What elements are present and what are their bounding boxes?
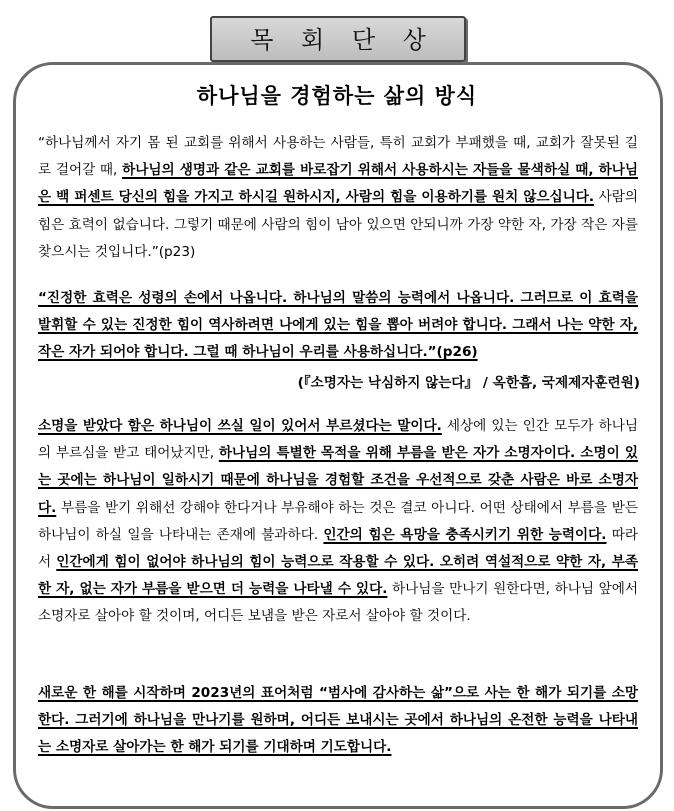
reflection-emphasis-4: 인간에게 힘이 없어야 하나님의 힘이 능력으로 작용할 수 있다. 오히려 역설적으로 약한 자, 부족한 자, 없는 자가 부름을 받으면 더 능력을 나타낼 수 있다.	[38, 554, 638, 598]
quote-1-text-b: 사람의 힘은 효력이 없습니다. 그렇기 때문에 사람의 힘이 남아 있으면 안되니까 가장 약한 자, 가장 작은 자를 찾으시는 것입니다.”(p23)	[38, 189, 639, 260]
reflection-text-2: 부름을 받기 위해선 강해야 한다거나 부유해야 하는 것은 결코 아니다. 어떤 상태에서 부름을 받든 하나님이 하실 일을 나타내는 존재에 불과하다.	[38, 499, 638, 543]
paragraph-quote-2	[38, 285, 638, 367]
paragraph-closing-prayer	[38, 680, 638, 762]
quote-2-text: “진정한 효력은 성령의 손에서 나옵니다. 하나님의 말씀의 능력에서 나옵니다. 그러므로 이 효력을 발휘할 수 있는 진정한 힘이 역사하려면 나에게 있는 힘을 뽑아 버려야 합니다. 그래서 나는 약한 자, 작은 자가 되어야 합니다. 그럴 때 하나님이 우리를 사용하십니다.”(p26)	[38, 290, 638, 361]
book-source-citation: (『소명자는 낙심하지 않는다』 / 옥한흠, 국제제자훈련원)	[297, 375, 640, 391]
quote-1-text-a: “하나님께서 자기 몸 된 교회를 위해서 사용하는 사람들, 특히 교회가 부패했을 때, 교회가 잘못된 길로 걸어갈 때,	[38, 135, 638, 179]
column-header-tab	[210, 16, 466, 62]
paragraph-reflection	[38, 413, 638, 631]
article-title: 하나님을 경험하는 삶의 방식	[196, 84, 478, 108]
reflection-emphasis-3: 인간의 힘은 욕망을 충족시키기 위한 능력이다.	[323, 526, 607, 543]
reflection-text-3: 따라서	[38, 526, 638, 571]
reflection-text-1: 세상에 있는 인간 모두가 하나님의 부르심을 받고 태어났지만,	[38, 418, 638, 462]
closing-prayer-text: 새로운 한 해를 시작하며 2023년의 표어처럼 “범사에 감사하는 삶”으로 사는 한 해가 되기를 소망한다. 그러기에 하나님을 만나기를 원하며, 어디든 보내시는 곳에서 하나님의 온전한 능력을 나타내는 소명자로 살아가는 한 해가 되기를 기대하며 기도합니다.	[38, 685, 638, 756]
column-header-label: 목 회 단 상	[250, 26, 436, 54]
reflection-emphasis-1: 소명을 받았다 함은 하나님이 쓰실 일이 있어서 부르셨다는 말이다.	[38, 418, 442, 434]
reflection-text-4: 하나님을 만나기 원한다면, 하나님 앞에서 소명자로 살아야 할 것이며, 어디든 보냄을 받은 자로서 살아야 할 것이다.	[38, 581, 638, 625]
reflection-emphasis-2: 하나님의 특별한 목적을 위해 부름을 받은 자가 소명자이다. 소명이 있는 곳에는 하나님이 일하시기 때문에 하나님을 경험할 조건을 우선적으로 갖춘 사람은 바로 소명자다.	[38, 445, 638, 516]
quote-1-emphasis: 하나님의 생명과 같은 교회를 바로잡기 위해서 사용하시는 자들을 물색하실 때, 하나님은 백 퍼센트 당신의 힘을 가지고 하시길 원하시지, 사람의 힘을 이용하기를 원치 않으십니다.	[38, 162, 638, 206]
paragraph-quote-1	[38, 130, 638, 266]
